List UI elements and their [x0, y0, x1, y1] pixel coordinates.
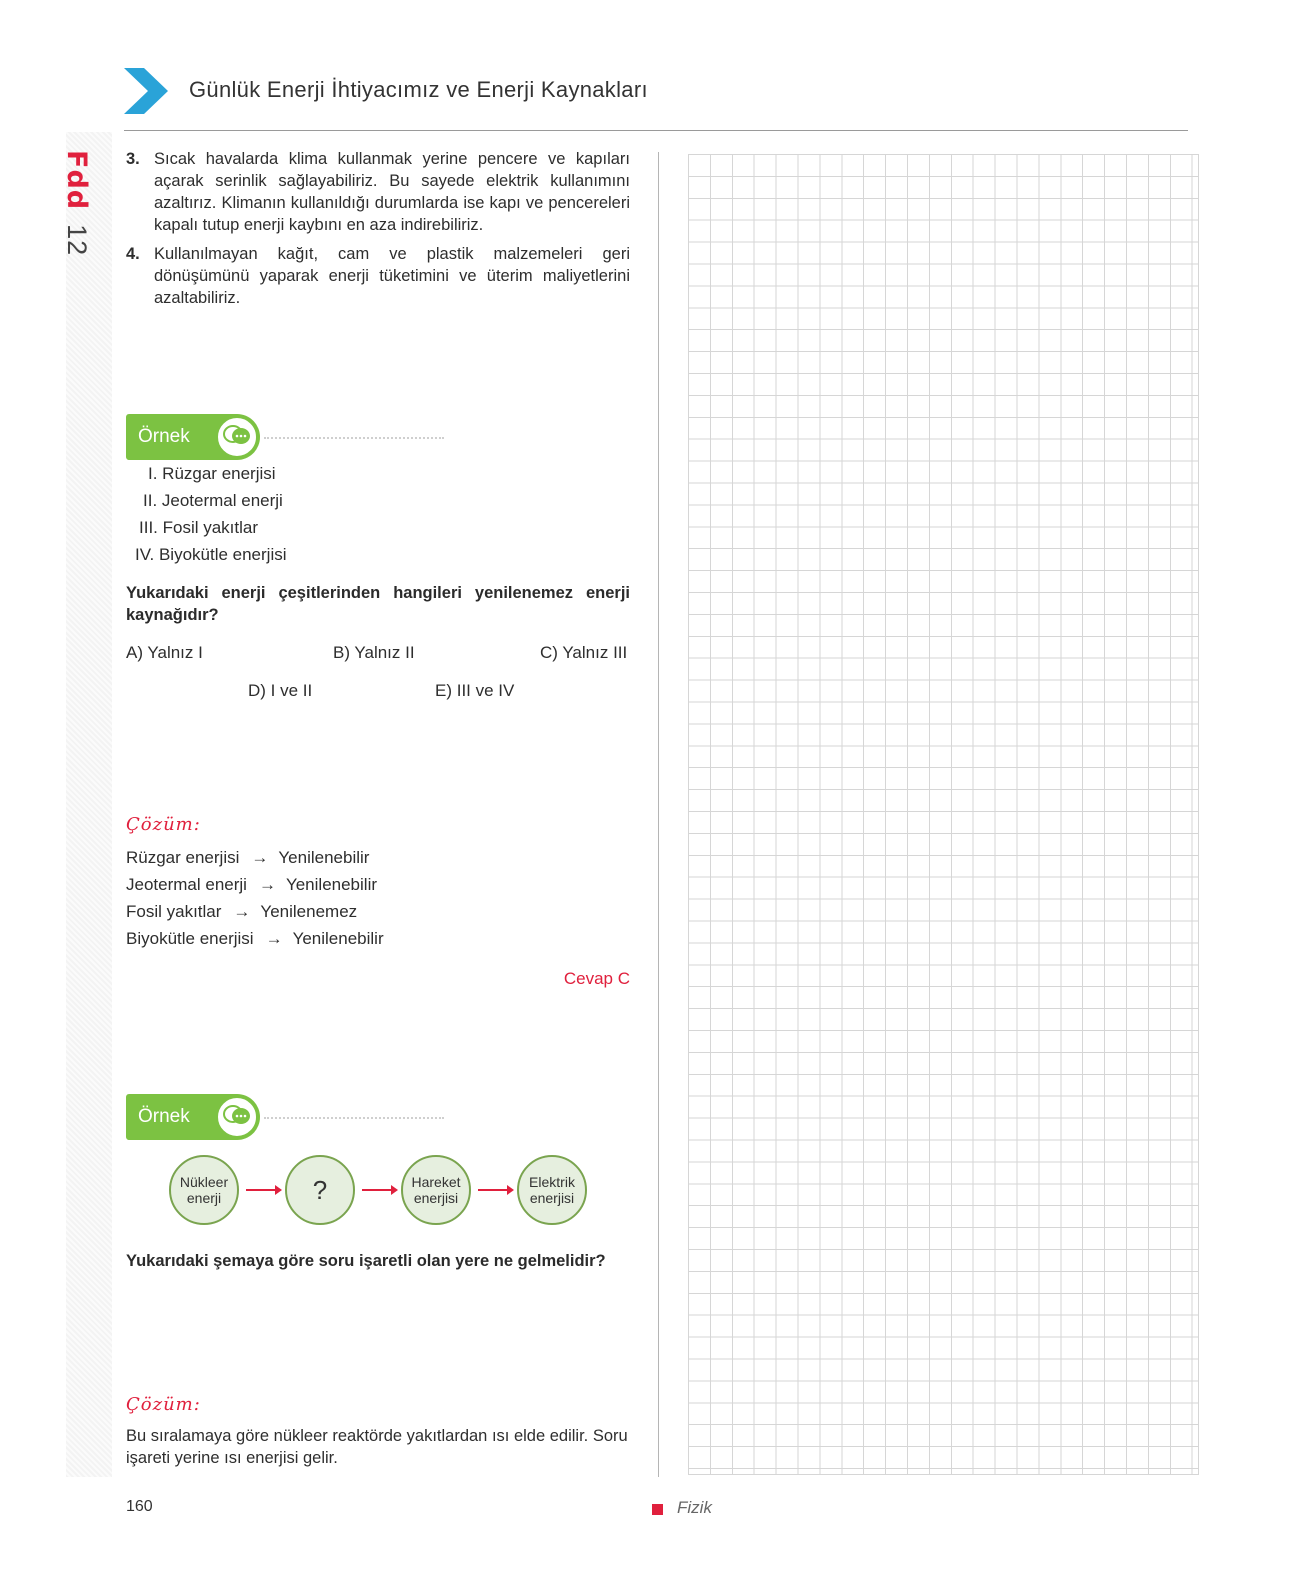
solution-left: Jeotermal enerji [126, 875, 247, 894]
option-line: IV. Biyokütle enerjisi [135, 545, 287, 564]
solution-line [126, 929, 384, 949]
grade-number: 12 [62, 224, 92, 257]
option-line: III. Fosil yakıtlar [139, 518, 259, 537]
flow-arrow [478, 1189, 508, 1191]
square-icon [652, 1504, 663, 1515]
dotted-divider [264, 437, 444, 439]
solution-text: Bu sıralamaya göre nükleer reaktörde yakıtlardan ısı elde edilir. Soru işareti yerine ısı enerjisi gelir. [126, 1427, 628, 1467]
solution-left: Biyokütle enerjisi [126, 929, 254, 948]
brand-logo: Fdd [61, 150, 92, 211]
solution-line [126, 875, 377, 895]
example-label: Örnek [138, 1106, 190, 1127]
header-divider [124, 130, 1188, 131]
column-divider [658, 152, 659, 1477]
solution-right: Yenilenebilir [285, 875, 378, 894]
flow-node-unknown: ? [285, 1155, 355, 1225]
page-title: Günlük Enerji İhtiyacımız ve Enerji Kaynakları [189, 77, 648, 102]
example-label: Örnek [138, 426, 190, 447]
flow-node-electric: Elektrik enerjisi [517, 1155, 587, 1225]
solution-title: Çözüm: [126, 814, 201, 835]
question-text: Yukarıdaki enerji çeşitlerinden hangileri yenilenemez enerji kaynağıdır? [126, 584, 630, 624]
chat-bubbles-icon [216, 416, 258, 458]
option-line: I. Rüzgar enerjisi [148, 464, 276, 483]
arrow-right-icon: → [251, 848, 269, 867]
subject-label: Fizik [677, 1498, 712, 1517]
item-text: Sıcak havalarda klima kullanmak yerine pencere ve kapıları açarak serinlik sağlayabiliriz. Bu sayede elektrik kullanımını azaltırız. Klimanın kullanıldığı durumlarda ise kapı ve pencereleri kapalı tutup enerji kaybını en aza indirebiliriz. [154, 150, 630, 234]
dotted-divider [264, 1117, 444, 1119]
page-number: 160 [126, 1498, 153, 1515]
solution-right: Yenilenebilir [278, 848, 370, 867]
solution-title: Çözüm: [126, 1394, 201, 1415]
flow-arrow [246, 1189, 276, 1191]
answer-option-b: B) Yalnız II [333, 643, 415, 662]
answer-option-d: D) I ve II [248, 681, 313, 700]
option-line: II. Jeotermal enerji [143, 491, 283, 510]
solution-left: Rüzgar enerjisi [126, 848, 240, 867]
item-text: Kullanılmayan kağıt, cam ve plastik malzemeleri geri dönüşümünü yaparak enerji tüketimini ve üterim maliyetlerini azaltabiliriz. [154, 245, 630, 307]
list-item [126, 148, 630, 236]
chevron-right-icon [124, 68, 168, 114]
arrow-right-icon: → [265, 929, 283, 948]
answer-label: Cevap C [563, 969, 630, 988]
list-item [126, 243, 630, 309]
example-badge [126, 414, 260, 460]
solution-line [126, 848, 369, 868]
solution-right: Yenilenebilir [292, 929, 384, 948]
flow-node-motion: Hareket enerjisi [401, 1155, 471, 1225]
answer-option-c: C) Yalnız III [540, 643, 628, 662]
side-label [61, 150, 92, 256]
item-number: 4. [126, 245, 140, 263]
flow-arrow [362, 1189, 392, 1191]
solution-line [126, 902, 357, 922]
side-strip [66, 132, 112, 1477]
notes-grid [688, 154, 1199, 1475]
item-number: 3. [126, 150, 140, 168]
chat-bubbles-icon [216, 1096, 258, 1138]
question-text: Yukarıdaki şemaya göre soru işaretli olan yere ne gelmelidir? [126, 1252, 606, 1270]
answer-option-e: E) III ve IV [435, 681, 515, 700]
arrow-right-icon: → [233, 902, 251, 921]
solution-right: Yenilenemez [260, 902, 358, 921]
solution-left: Fosil yakıtlar [126, 902, 222, 921]
flow-node-nuclear: Nükleer enerji [169, 1155, 239, 1225]
answer-option-a: A) Yalnız I [126, 643, 203, 662]
example-badge [126, 1094, 260, 1140]
arrow-right-icon: → [258, 875, 276, 894]
